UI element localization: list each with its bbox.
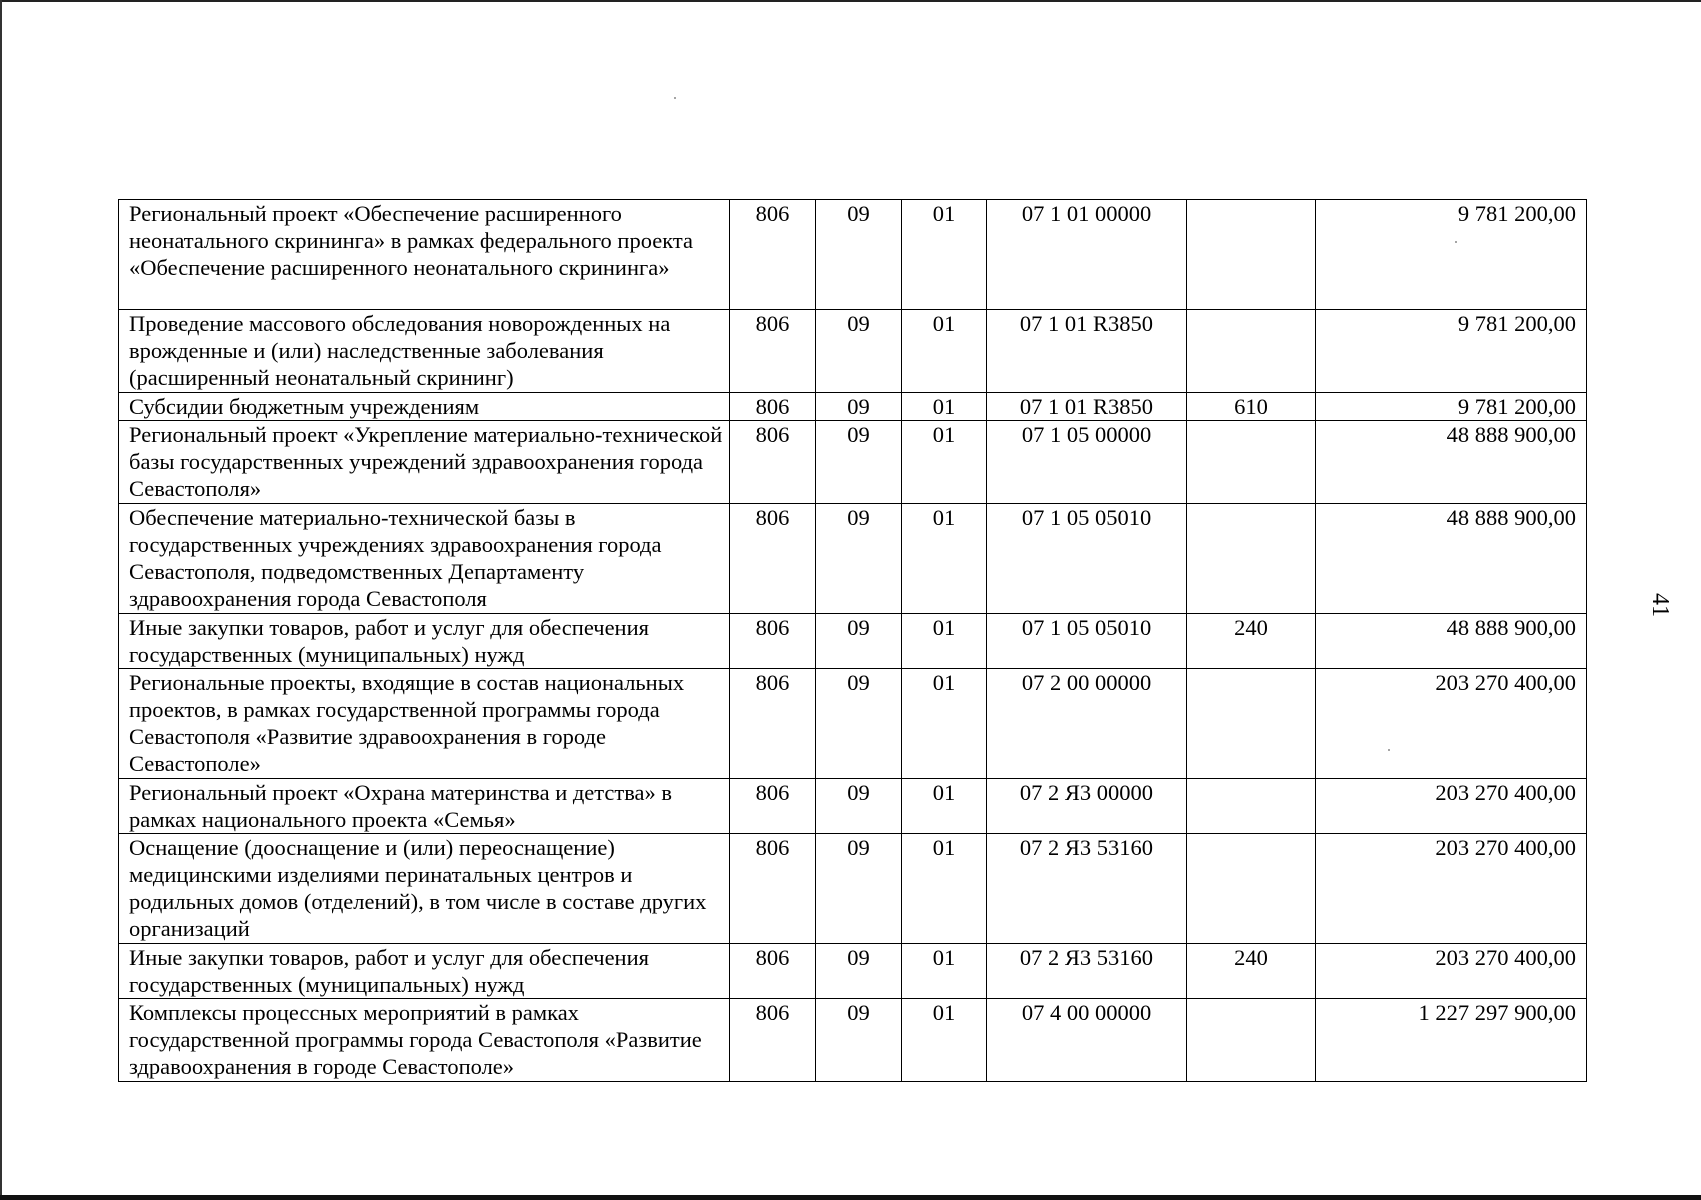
subsection-cell: 01 [902, 504, 987, 614]
subsection-cell: 01 [902, 614, 987, 669]
section-cell: 09 [816, 834, 902, 944]
scan-border-left [0, 0, 2, 1200]
row-name-cell: Иные закупки товаров, работ и услуг для обеспечения государственных (муниципальных) нужд [119, 614, 730, 669]
grbs-cell: 806 [730, 669, 816, 779]
budget-table [118, 199, 1587, 1082]
amount-cell: 203 270 400,00 [1316, 779, 1587, 834]
section-cell: 09 [816, 393, 902, 421]
amount-cell: 9 781 200,00 [1316, 393, 1587, 421]
grbs-cell: 806 [730, 834, 816, 944]
page-number: 41 [1647, 593, 1673, 617]
expense-type-cell [1187, 421, 1316, 504]
amount-cell: 203 270 400,00 [1316, 834, 1587, 944]
target-article-cell: 07 1 05 00000 [987, 421, 1187, 504]
table-row [119, 779, 1587, 834]
target-article-cell: 07 2 00 00000 [987, 669, 1187, 779]
table-row [119, 999, 1587, 1082]
subsection-cell: 01 [902, 393, 987, 421]
expense-type-cell: 240 [1187, 614, 1316, 669]
section-cell: 09 [816, 310, 902, 393]
table-row [119, 504, 1587, 614]
subsection-cell: 01 [902, 779, 987, 834]
expense-type-cell [1187, 504, 1316, 614]
target-article-cell: 07 1 05 05010 [987, 504, 1187, 614]
section-cell: 09 [816, 999, 902, 1082]
subsection-cell: 01 [902, 421, 987, 504]
target-article-cell: 07 4 00 00000 [987, 999, 1187, 1082]
table-row [119, 200, 1587, 310]
expense-type-cell: 240 [1187, 944, 1316, 999]
subsection-cell: 01 [902, 834, 987, 944]
grbs-cell: 806 [730, 310, 816, 393]
grbs-cell: 806 [730, 944, 816, 999]
subsection-cell: 01 [902, 999, 987, 1082]
section-cell: 09 [816, 200, 902, 310]
table-row [119, 834, 1587, 944]
grbs-cell: 806 [730, 779, 816, 834]
table-row [119, 421, 1587, 504]
target-article-cell: 07 2 Я3 53160 [987, 834, 1187, 944]
row-name-cell: Региональный проект «Обеспечение расширенного неонатального скрининга» в рамках федерального проекта «Обеспечение расширенного неонатального скрининга» [119, 200, 730, 310]
amount-cell: 9 781 200,00 [1316, 310, 1587, 393]
subsection-cell: 01 [902, 944, 987, 999]
subsection-cell: 01 [902, 310, 987, 393]
scan-border-bottom [0, 1195, 1701, 1200]
amount-cell: 48 888 900,00 [1316, 421, 1587, 504]
section-cell: 09 [816, 421, 902, 504]
table-row [119, 614, 1587, 669]
expense-type-cell [1187, 669, 1316, 779]
table-row [119, 393, 1587, 421]
target-article-cell: 07 1 01 00000 [987, 200, 1187, 310]
grbs-cell: 806 [730, 999, 816, 1082]
amount-cell: 1 227 297 900,00 [1316, 999, 1587, 1082]
row-name-cell: Региональный проект «Охрана материнства и детства» в рамках национального проекта «Семья» [119, 779, 730, 834]
expense-type-cell [1187, 200, 1316, 310]
amount-cell: 9 781 200,00 [1316, 200, 1587, 310]
table-row [119, 310, 1587, 393]
subsection-cell: 01 [902, 200, 987, 310]
row-name-cell: Региональные проекты, входящие в состав национальных проектов, в рамках государственной программы города Севастополя «Развитие здравоохранения в городе Севастополе» [119, 669, 730, 779]
section-cell: 09 [816, 669, 902, 779]
target-article-cell: 07 1 05 05010 [987, 614, 1187, 669]
expense-type-cell [1187, 999, 1316, 1082]
table-row [119, 669, 1587, 779]
expense-type-cell [1187, 834, 1316, 944]
section-cell: 09 [816, 614, 902, 669]
section-cell: 09 [816, 944, 902, 999]
section-cell: 09 [816, 504, 902, 614]
grbs-cell: 806 [730, 421, 816, 504]
row-name-cell: Проведение массового обследования новорожденных на врожденные и (или) наследственные заболевания (расширенный неонатальный скрининг) [119, 310, 730, 393]
section-cell: 09 [816, 779, 902, 834]
row-name-cell: Комплексы процессных мероприятий в рамках государственной программы города Севастополя «Развитие здравоохранения в городе Севастополе» [119, 999, 730, 1082]
row-name-cell: Иные закупки товаров, работ и услуг для обеспечения государственных (муниципальных) нужд [119, 944, 730, 999]
expense-type-cell [1187, 779, 1316, 834]
target-article-cell: 07 1 01 R3850 [987, 393, 1187, 421]
row-name-cell: Оснащение (дооснащение и (или) переоснащение) медицинскими изделиями перинатальных центров и родильных домов (отделений), в том числе в составе других организаций [119, 834, 730, 944]
target-article-cell: 07 1 01 R3850 [987, 310, 1187, 393]
amount-cell: 48 888 900,00 [1316, 614, 1587, 669]
table-row [119, 944, 1587, 999]
expense-type-cell: 610 [1187, 393, 1316, 421]
row-name-cell: Обеспечение материально-технической базы в государственных учреждениях здравоохранения города Севастополя, подведомственных Департаменту здравоохранения города Севастополя [119, 504, 730, 614]
budget-table-body [119, 200, 1587, 1082]
scan-border-top [0, 0, 1701, 2]
grbs-cell: 806 [730, 200, 816, 310]
grbs-cell: 806 [730, 614, 816, 669]
row-name-cell: Региональный проект «Укрепление материально-технической базы государственных учреждений здравоохранения города Севастополя» [119, 421, 730, 504]
subsection-cell: 01 [902, 669, 987, 779]
grbs-cell: 806 [730, 504, 816, 614]
amount-cell: 203 270 400,00 [1316, 669, 1587, 779]
amount-cell: 48 888 900,00 [1316, 504, 1587, 614]
grbs-cell: 806 [730, 393, 816, 421]
scan-speck [674, 97, 676, 99]
row-name-cell: Субсидии бюджетным учреждениям [119, 393, 730, 421]
expense-type-cell [1187, 310, 1316, 393]
target-article-cell: 07 2 Я3 00000 [987, 779, 1187, 834]
amount-cell: 203 270 400,00 [1316, 944, 1587, 999]
target-article-cell: 07 2 Я3 53160 [987, 944, 1187, 999]
